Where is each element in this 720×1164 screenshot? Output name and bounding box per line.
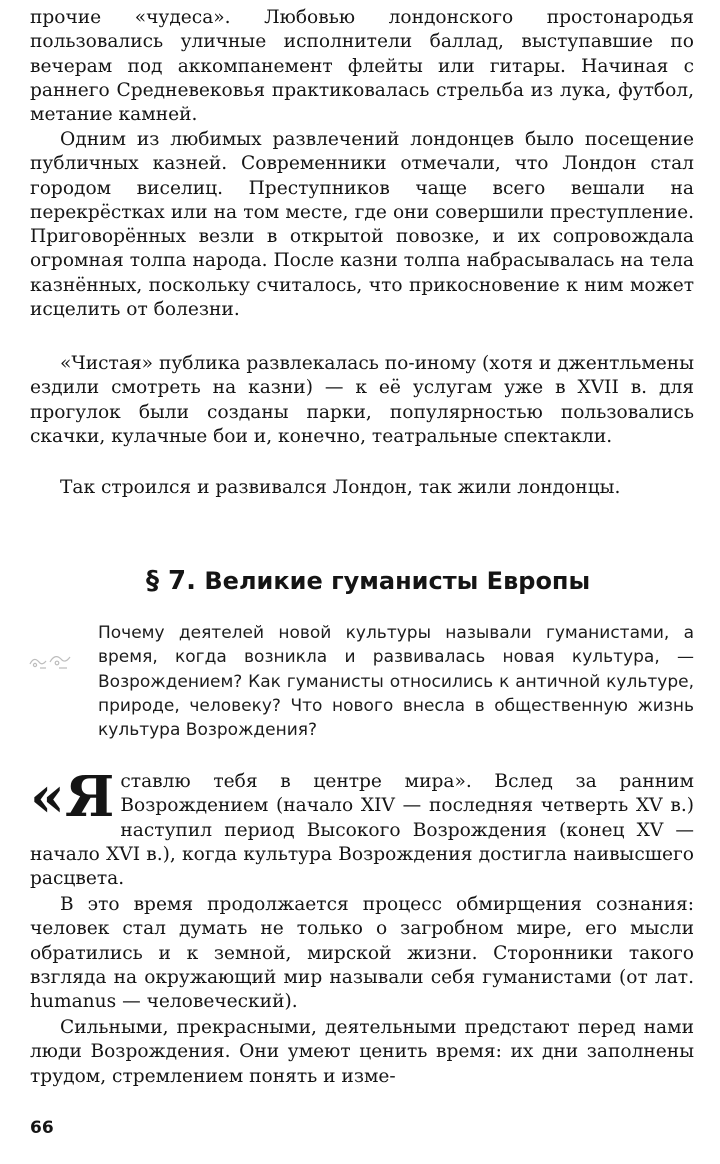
paragraph-humanists: В это время продолжается процесс обмирщения сознания: человек стал думать не только о загробном мире, его мысли обратились и к земной, мирской жизни. Сторонники такого взгляда на окружающий мир называли себя гуманистами (от лат. humanus — человеческий).: [30, 894, 694, 1013]
paragraph-london-summary: Так строился и развивался Лондон, так жили лондонцы.: [60, 477, 621, 498]
page-number: 66: [30, 1118, 54, 1138]
drop-cap: «Я: [30, 764, 115, 830]
paragraph-entertainments: прочие «чудеса». Любовью лондонского простонародья пользовались уличные исполнители баллад, выступавшие по вечерам под аккомпанемент флейты или гитары. Начиная с раннего Средневековья практиковалась стрельба из лука, футбол, метание камней.: [30, 7, 694, 126]
section-title: Великие гуманисты Европы: [204, 567, 591, 595]
section-intro-questions: Почему деятелей новой культуры называли гуманистами, а время, когда возникла и развивалась новая культура, — Возрождением? Как гуманисты относились к античной культуре, природе, человеку? Что нового внесла в общественную жизнь культура Возрождения?: [98, 623, 694, 741]
section-number: § 7.: [146, 566, 197, 596]
section-heading: [146, 566, 706, 596]
paragraph-high-renaissance: [30, 764, 694, 891]
paragraph-renaissance-people: Сильными, прекрасными, деятельными предстают перед нами люди Возрождения. Они умеют ценить время: их дни заполнены трудом, стремлением понять и изме-: [30, 1017, 694, 1087]
paragraph-high-renaissance-text: ставлю тебя в центре мира». Вслед за ранним Возрождением (начало XIV — последняя четверть XV в.) наступил период Высокого Возрождения (конец XV — начало XVI в.), когда культура Возрождения достигла наивысшего расцвета.: [30, 771, 694, 890]
paragraph-executions: Одним из любимых развлечений лондонцев было посещение публичных казней. Современники отмечали, что Лондон стал городом виселиц. Преступников чаще всего вешали на перекрёстках или на том месте, где они совершили преступление. Приговорённых везли в открытой повозке, и их сопровождала огромная толпа народа. После казни толпа набрасывалась на тела казнённых, поскольку считалось, что прикосновение к ним может исцелить от болезни.: [30, 129, 694, 321]
decorative-ornament-icon: [26, 650, 74, 672]
paragraph-gentry: «Чистая» публика развлекалась по-иному (хотя и джентльмены ездили смотреть на казни) — к её услугам уже в XVII в. для прогулок были созданы парки, популярностью пользовались скачки, кулачные бои и, конечно, театральные спектакли.: [30, 353, 694, 447]
